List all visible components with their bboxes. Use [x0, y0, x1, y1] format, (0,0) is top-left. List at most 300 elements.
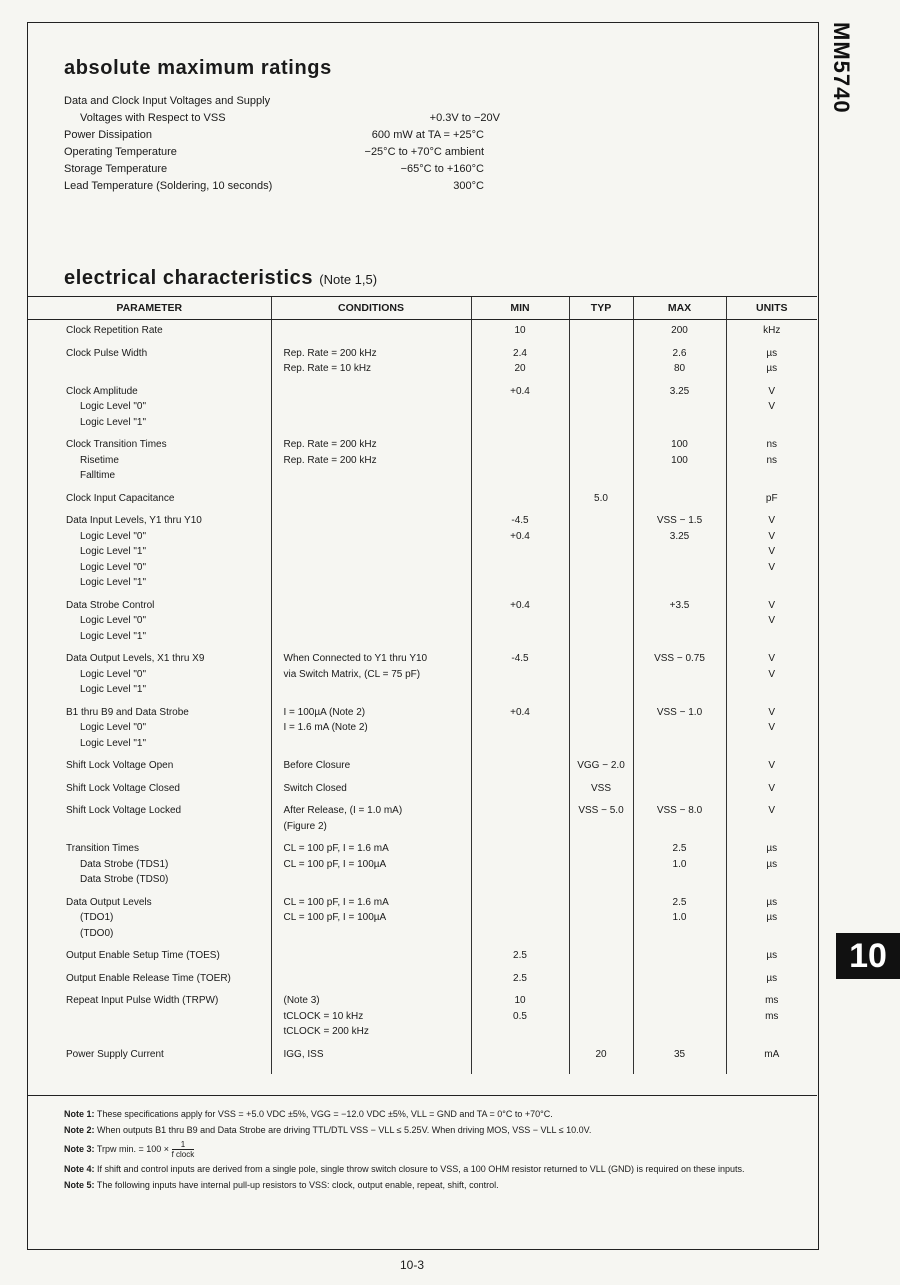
cell-line: 1.0	[672, 858, 687, 870]
cell-line: Logic Level "0"	[80, 615, 147, 626]
parameter-cell	[28, 968, 271, 991]
cell-line	[472, 781, 569, 797]
cell-line	[570, 575, 633, 591]
cell-line: Falltime	[80, 470, 116, 481]
cell-line	[634, 758, 726, 774]
cell-line	[284, 415, 471, 431]
cell-line: Logic Level "1"	[80, 684, 147, 695]
cell-line: 80	[673, 363, 686, 374]
units-cell	[726, 1044, 817, 1075]
typ-cell	[569, 990, 633, 1044]
units-cell	[726, 434, 817, 488]
cell-line: Logic Level "0"	[80, 530, 147, 542]
table-row	[28, 838, 817, 892]
units-cell	[726, 755, 817, 778]
typ-cell	[569, 488, 633, 511]
amr-value: 300°C	[453, 180, 484, 192]
cell-line: ns	[766, 454, 778, 466]
amr-row	[64, 144, 500, 161]
cell-line	[472, 468, 569, 484]
cell-line	[284, 513, 471, 529]
cell-line: ns	[766, 439, 778, 450]
side-part-number: MM5740	[829, 22, 854, 114]
min-cell	[471, 381, 569, 435]
cell-line: Data Strobe (TDS0)	[80, 874, 169, 885]
cell-line: V	[768, 546, 776, 557]
typ-cell	[569, 434, 633, 488]
table-row	[28, 320, 817, 343]
conditions-cell	[271, 702, 471, 756]
cell-line: Rep. Rate = 10 kHz	[283, 363, 372, 374]
typ-cell	[569, 968, 633, 991]
typ-cell	[569, 945, 633, 968]
cell-line: Logic Level "1"	[80, 630, 147, 642]
cell-line: 10	[514, 325, 526, 336]
cell-line	[570, 384, 633, 400]
amr-row	[64, 178, 500, 195]
units-cell	[726, 381, 817, 435]
units-cell	[726, 892, 817, 946]
cell-line	[284, 544, 471, 560]
cell-line: Data Output Levels, X1 thru X9	[66, 653, 205, 664]
note-label: Note 3:	[64, 1143, 95, 1154]
cell-line: I = 100µA (Note 2)	[283, 706, 366, 718]
note-label: Note 5:	[64, 1180, 95, 1190]
cell-line: Logic Level "1"	[80, 737, 147, 749]
cell-line	[570, 993, 633, 1009]
cell-line: ms	[765, 995, 779, 1006]
conditions-cell	[271, 488, 471, 511]
cell-line: 2.4	[513, 347, 527, 359]
cell-line	[570, 1009, 633, 1025]
datasheet-frame	[27, 22, 819, 1250]
cell-line: Repeat Input Pulse Width (TRPW)	[66, 995, 219, 1006]
min-cell	[471, 434, 569, 488]
cell-line	[570, 926, 633, 942]
cell-line: 200	[671, 325, 688, 336]
cell-line: Logic Level "0"	[80, 401, 147, 412]
cell-line: µs	[766, 843, 778, 854]
cell-line	[634, 948, 726, 964]
note-text: When outputs B1 thru B9 and Data Strobe are driving TTL/DTL VSS − VLL ≤ 5.25V. When driving MOS, VSS − VLL ≤ 10.0V.	[97, 1125, 592, 1135]
note-text: The following inputs have internal pull-up resistors to VSS: clock, output enable, repeat, shift, control.	[96, 1180, 499, 1190]
cell-line: V	[768, 722, 776, 733]
cell-line	[472, 437, 569, 453]
cell-line	[472, 1047, 569, 1063]
units-cell	[726, 488, 817, 511]
max-cell	[633, 488, 726, 511]
typ-cell	[569, 800, 633, 838]
note-text: If shift and control inputs are derived from a single pole, single throw switch closure to VSS, a 100 OHM resistor returned to VLL (GND) is required on these inputs.	[97, 1164, 745, 1174]
min-cell	[471, 800, 569, 838]
cell-line: Before Closure	[283, 760, 351, 771]
note-5	[64, 1179, 805, 1191]
fraction-denominator: f clock	[171, 1150, 195, 1159]
cell-line	[472, 819, 569, 835]
cell-line: Output Enable Setup Time (TOES)	[66, 950, 220, 961]
cell-line	[570, 361, 633, 377]
parameter-cell	[28, 381, 271, 435]
table-row	[28, 488, 817, 511]
typ-cell	[569, 892, 633, 946]
cell-line: Logic Level "1"	[80, 546, 147, 557]
header-min: MIN	[471, 297, 569, 320]
cell-line	[570, 651, 633, 667]
cell-line: µs	[766, 950, 778, 961]
cell-line	[727, 819, 818, 835]
cell-line	[472, 910, 569, 926]
units-cell	[726, 320, 817, 343]
cell-line	[284, 560, 471, 576]
cell-line: pF	[765, 492, 778, 504]
units-cell	[726, 945, 817, 968]
table-row	[28, 990, 817, 1044]
cell-line: 3.25	[669, 385, 690, 397]
cell-line	[284, 323, 471, 339]
cell-line	[570, 513, 633, 529]
conditions-cell	[271, 648, 471, 702]
conditions-cell	[271, 838, 471, 892]
typ-cell	[569, 381, 633, 435]
cell-line: 20	[514, 363, 526, 374]
cell-line: I = 1.6 mA (Note 2)	[283, 722, 368, 733]
cell-line: V	[768, 561, 776, 573]
cell-line: +0.4	[510, 385, 530, 397]
min-cell	[471, 990, 569, 1044]
cell-line	[66, 1024, 271, 1040]
min-cell	[471, 320, 569, 343]
cell-line: V	[768, 760, 776, 771]
cell-line	[570, 819, 633, 835]
amr-value: 600 mW at TA = +25°C	[371, 129, 484, 141]
table-row	[28, 945, 817, 968]
cell-line: (Note 3)	[283, 995, 320, 1006]
units-cell	[726, 343, 817, 381]
cell-line	[570, 910, 633, 926]
cell-line: Shift Lock Voltage Open	[66, 760, 174, 771]
amr-value: +0.3V to −20V	[429, 112, 500, 124]
parameter-cell	[28, 945, 271, 968]
cell-line: 3.25	[669, 530, 690, 542]
cell-line: Clock Repetition Rate	[66, 325, 163, 336]
cell-line	[66, 819, 271, 835]
cell-line	[284, 399, 471, 415]
max-cell	[633, 968, 726, 991]
cell-line	[472, 895, 569, 911]
cell-line	[570, 948, 633, 964]
note-text: These specifications apply for VSS = +5.0 VDC ±5%, VGG = −12.0 VDC ±5%, VLL = GND and TA = 0°C to +70°C.	[96, 1109, 553, 1119]
parameter-cell	[28, 702, 271, 756]
parameter-cell	[28, 648, 271, 702]
amr-title: absolute maximum ratings	[64, 57, 332, 79]
cell-line	[284, 491, 471, 507]
parameter-cell	[28, 510, 271, 595]
conditions-cell	[271, 343, 471, 381]
note-2	[64, 1124, 805, 1136]
section-tab: 10	[836, 933, 900, 979]
cell-line	[570, 415, 633, 431]
cell-line: Shift Lock Voltage Closed	[66, 782, 180, 794]
cell-line: Shift Lock Voltage Locked	[66, 805, 182, 816]
conditions-cell	[271, 968, 471, 991]
cell-line: 2.5	[513, 950, 527, 961]
parameter-cell	[28, 595, 271, 649]
cell-line	[570, 720, 633, 736]
min-cell	[471, 838, 569, 892]
cell-line: VSS − 1.0	[656, 706, 703, 718]
cell-line: V	[768, 782, 776, 794]
cell-line: V	[768, 401, 776, 412]
units-cell	[726, 800, 817, 838]
min-cell	[471, 945, 569, 968]
note-label: Note 1:	[64, 1109, 95, 1119]
cell-line	[472, 491, 569, 507]
table-row	[28, 778, 817, 801]
cell-line	[634, 971, 726, 987]
cell-line	[472, 872, 569, 888]
max-cell	[633, 838, 726, 892]
max-cell	[633, 343, 726, 381]
cell-line	[284, 629, 471, 645]
typ-cell	[569, 702, 633, 756]
note-4	[64, 1163, 805, 1175]
cell-line: 20	[595, 1048, 607, 1060]
units-cell	[726, 702, 817, 756]
conditions-cell	[271, 595, 471, 649]
cell-line	[284, 948, 471, 964]
cell-line: 100	[671, 454, 688, 466]
electrical-characteristics-table	[28, 296, 817, 1074]
cell-line	[570, 613, 633, 629]
cell-line: Logic Level "1"	[80, 577, 147, 588]
max-cell	[633, 1044, 726, 1075]
note-3	[64, 1140, 805, 1159]
conditions-cell	[271, 778, 471, 801]
cell-line: µs	[766, 858, 778, 870]
cell-line	[570, 895, 633, 911]
fraction-numerator: 1	[180, 1140, 186, 1149]
cell-line: (TDO0)	[80, 927, 114, 939]
cell-line: µs	[766, 347, 778, 359]
header-max: MAX	[633, 297, 726, 320]
max-cell	[633, 778, 726, 801]
ec-title: electrical characteristics (Note 1,5)	[64, 267, 378, 289]
min-cell	[471, 510, 569, 595]
cell-line: B1 thru B9 and Data Strobe	[66, 706, 189, 718]
max-cell	[633, 945, 726, 968]
min-cell	[471, 1044, 569, 1075]
cell-line: V	[768, 706, 776, 718]
amr-row	[64, 161, 500, 178]
cell-line: 0.5	[513, 1010, 527, 1022]
max-cell	[633, 892, 726, 946]
cell-line: +0.4	[510, 706, 530, 718]
conditions-cell	[271, 990, 471, 1044]
cell-line: 1.0	[672, 912, 687, 923]
cell-line: µs	[766, 972, 778, 984]
table-row	[28, 343, 817, 381]
amr-label: Operating Temperature	[64, 146, 177, 158]
note-text: Trpw min. = 100 ×	[96, 1143, 170, 1154]
parameter-cell	[28, 1044, 271, 1075]
cell-line	[570, 736, 633, 752]
cell-line: Data Input Levels, Y1 thru Y10	[66, 515, 202, 526]
cell-line: VSS − 0.75	[654, 653, 705, 664]
cell-line: Transition Times	[66, 843, 139, 854]
cell-line: (TDO1)	[80, 912, 114, 923]
amr-value: −25°C to +70°C ambient	[364, 146, 484, 158]
cell-line	[570, 1024, 633, 1040]
cell-line: µs	[766, 912, 778, 923]
typ-cell	[569, 778, 633, 801]
cell-line: 2.5	[672, 843, 687, 854]
units-cell	[726, 990, 817, 1044]
typ-cell	[569, 320, 633, 343]
cell-line: kHz	[763, 325, 781, 336]
cell-line	[570, 399, 633, 415]
cell-line	[634, 491, 726, 507]
conditions-cell	[271, 320, 471, 343]
cell-line	[66, 1009, 271, 1025]
cell-line: Rep. Rate = 200 kHz	[283, 439, 377, 450]
amr-label: Lead Temperature (Soldering, 10 seconds)	[64, 180, 273, 192]
amr-row	[64, 93, 500, 110]
cell-line	[570, 841, 633, 857]
cell-line: Clock Pulse Width	[66, 347, 148, 359]
min-cell	[471, 343, 569, 381]
cell-line: CL = 100 pF, I = 1.6 mA	[283, 896, 389, 908]
cell-line	[634, 1024, 726, 1040]
parameter-cell	[28, 434, 271, 488]
amr-label: Power Dissipation	[64, 129, 153, 141]
cell-line	[570, 872, 633, 888]
parameter-cell	[28, 778, 271, 801]
cell-line: mA	[764, 1048, 780, 1060]
parameter-cell	[28, 800, 271, 838]
cell-line: +0.4	[510, 530, 530, 542]
table-row	[28, 510, 817, 595]
parameter-cell	[28, 838, 271, 892]
note-label: Note 2:	[64, 1125, 95, 1135]
cell-line: V	[768, 805, 776, 816]
cell-line	[634, 781, 726, 797]
cell-line	[570, 629, 633, 645]
cell-line: Logic Level "0"	[80, 561, 147, 573]
table-row	[28, 892, 817, 946]
cell-line	[284, 613, 471, 629]
typ-cell	[569, 343, 633, 381]
max-cell	[633, 702, 726, 756]
max-cell	[633, 755, 726, 778]
cell-line: 5.0	[594, 492, 608, 504]
cell-line: +0.4	[510, 599, 530, 611]
max-cell	[633, 381, 726, 435]
cell-line: V	[768, 615, 776, 626]
cell-line	[634, 1009, 726, 1025]
cell-line	[634, 993, 726, 1009]
max-cell	[633, 320, 726, 343]
units-cell	[726, 968, 817, 991]
cell-line: Clock Amplitude	[66, 385, 138, 397]
cell-line	[570, 667, 633, 683]
cell-line: Data Output Levels	[66, 896, 152, 908]
table-header-row	[28, 297, 817, 320]
cell-line	[570, 453, 633, 469]
cell-line	[284, 971, 471, 987]
min-cell	[471, 968, 569, 991]
cell-line	[570, 529, 633, 545]
cell-line	[66, 361, 271, 377]
parameter-cell	[28, 488, 271, 511]
amr-value	[334, 93, 484, 110]
cell-line: When Connected to Y1 thru Y10	[283, 653, 428, 664]
conditions-cell	[271, 800, 471, 838]
cell-line: CL = 100 pF, I = 1.6 mA	[283, 843, 389, 854]
max-cell	[633, 800, 726, 838]
min-cell	[471, 778, 569, 801]
units-cell	[726, 778, 817, 801]
cell-line: V	[768, 385, 776, 397]
cell-line: 2.5	[513, 972, 527, 984]
conditions-cell	[271, 892, 471, 946]
conditions-cell	[271, 434, 471, 488]
cell-line: µs	[766, 896, 778, 908]
cell-line	[570, 323, 633, 339]
cell-line	[284, 575, 471, 591]
cell-line	[472, 803, 569, 819]
max-cell	[633, 595, 726, 649]
table-row	[28, 702, 817, 756]
conditions-cell	[271, 381, 471, 435]
typ-cell	[569, 755, 633, 778]
amr-row	[64, 110, 500, 127]
cell-line: tCLOCK = 10 kHz	[283, 1010, 364, 1022]
amr-label: Storage Temperature	[64, 163, 168, 175]
cell-line: 100	[671, 439, 688, 450]
cell-line: VSS	[590, 782, 611, 794]
cell-line: VSS − 5.0	[578, 805, 624, 816]
cell-line: Clock Input Capacitance	[66, 492, 175, 504]
cell-line: Data Strobe Control	[66, 599, 155, 611]
cell-line: Data Strobe (TDS1)	[80, 858, 169, 870]
table-row	[28, 595, 817, 649]
header-parameter: PARAMETER	[28, 297, 271, 320]
units-cell	[726, 648, 817, 702]
amr-value: −65°C to +160°C	[400, 163, 484, 175]
cell-line: Risetime	[80, 454, 119, 466]
cell-line: Output Enable Release Time (TOER)	[66, 972, 231, 984]
header-typ: TYP	[569, 297, 633, 320]
cell-line: -4.5	[511, 515, 529, 526]
min-cell	[471, 595, 569, 649]
typ-cell	[569, 595, 633, 649]
note-label: Note 4:	[64, 1164, 95, 1174]
cell-line	[570, 705, 633, 721]
cell-line: V	[768, 668, 776, 680]
cell-line	[570, 682, 633, 698]
cell-line	[570, 468, 633, 484]
min-cell	[471, 755, 569, 778]
table-row	[28, 434, 817, 488]
cell-line	[472, 926, 569, 942]
cell-line: Power Supply Current	[66, 1048, 164, 1060]
min-cell	[471, 488, 569, 511]
cell-line	[284, 529, 471, 545]
cell-line: VGG − 2.0	[577, 760, 625, 771]
cell-line: V	[768, 599, 776, 611]
cell-line: tCLOCK = 200 kHz	[283, 1026, 369, 1037]
cell-line: Switch Closed	[283, 782, 347, 794]
